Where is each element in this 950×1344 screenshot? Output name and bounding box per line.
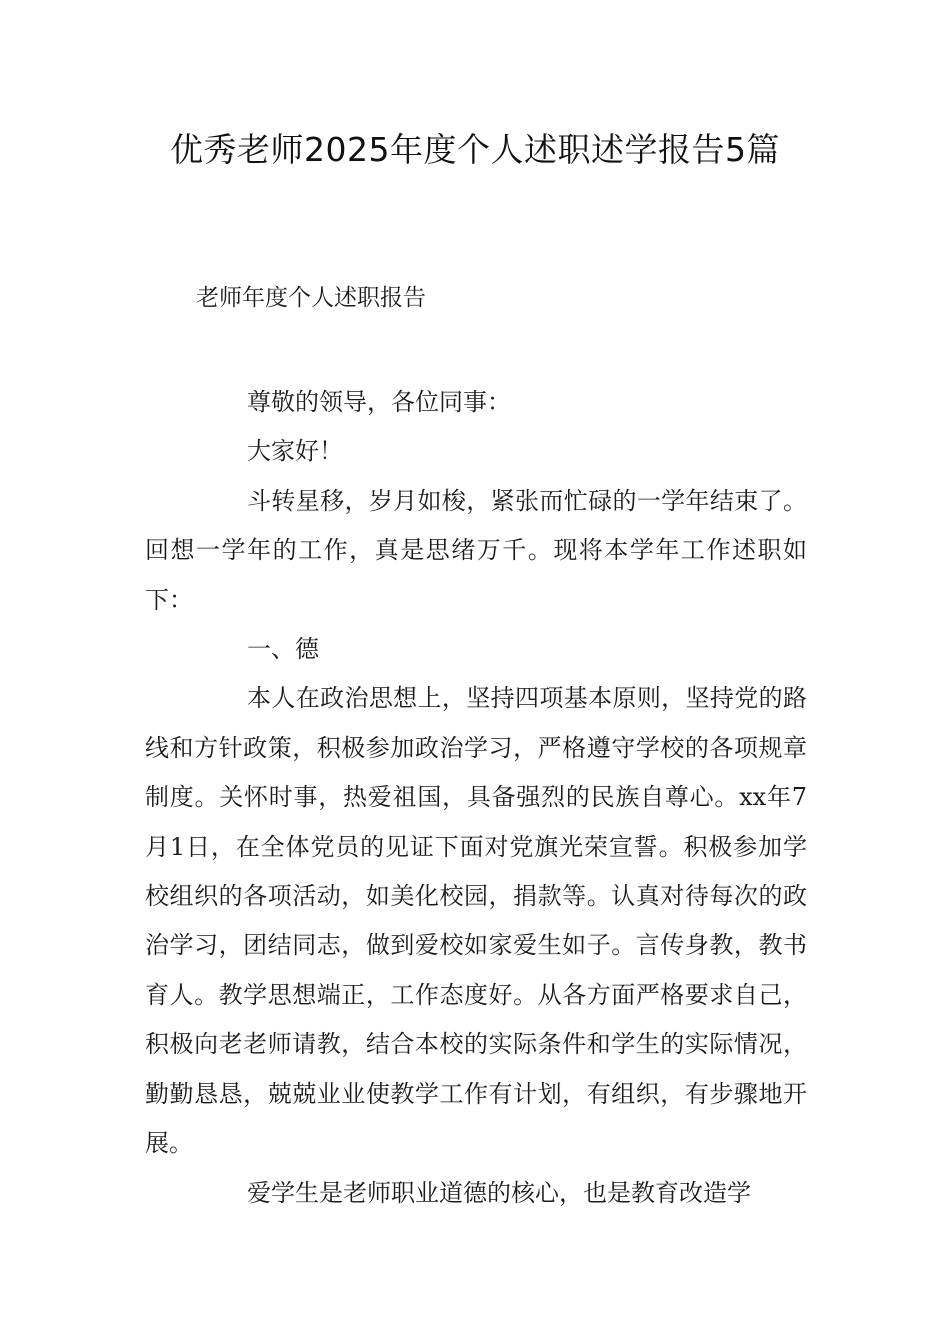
paragraph-love-students: 爱学生是老师职业道德的核心，也是教育改造学	[247, 1178, 751, 1207]
document-body	[145, 378, 807, 1218]
paragraph-greeting: 大家好！	[247, 437, 343, 466]
paragraph-salutation: 尊敬的领导，各位同事：	[247, 388, 511, 416]
paragraph-intro: 斗转星移，岁月如梭，紧张而忙碌的一学年结束了。回想一学年的工作，真是思绪万千。现将本学年工作述职如下：	[145, 486, 807, 614]
document-title: 优秀老师2025年度个人述职述学报告5篇	[170, 130, 780, 169]
document-subtitle: 老师年度个人述职报告	[196, 285, 426, 311]
section-heading-de: 一、德	[247, 635, 319, 664]
paragraph-political: 本人在政治思想上，坚持四项基本原则，坚持党的路线和方针政策，积极参加政治学习，严格遵守学校的各项规章制度。关怀时事，热爱祖国，具备强烈的民族自尊心。xx年7月1日，在全体党员的见证下面对党旗光荣宣誓。积极参加学校组织的各项活动，如美化校园，捐款等。认真对待每次的政治学习，团结同志，做到爱校如家爱生如子。言传身教，教书育人。教学思想端正，工作态度好。从各方面严格要求自己，积极向老老师请教，结合本校的实际条件和学生的实际情况，勤勤恳恳，兢兢业业使教学工作有计划，有组织，有步骤地开展。	[145, 684, 807, 1158]
